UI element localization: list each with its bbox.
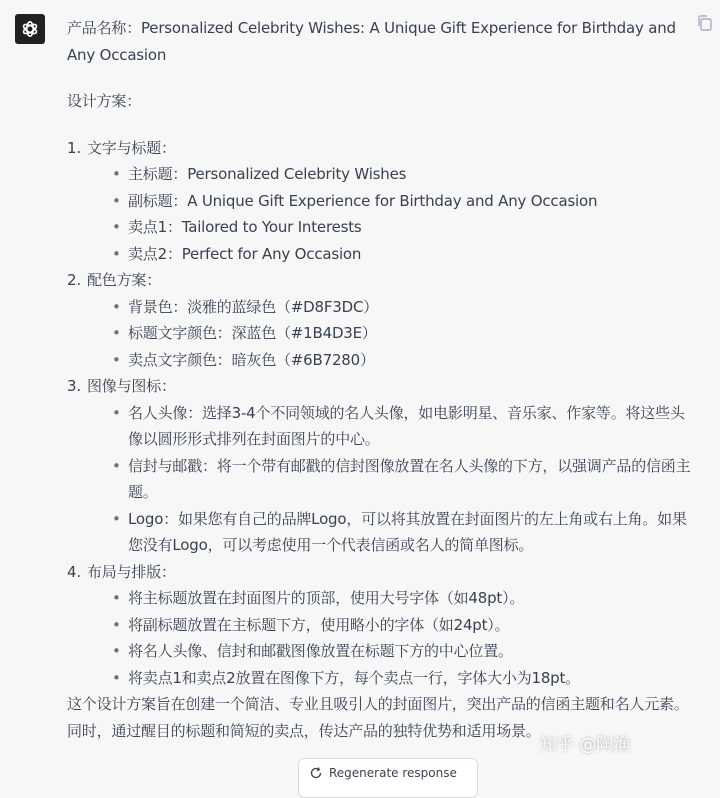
list-item-text: 信封与邮戳：将一个带有邮戳的信封图像放置在名人头像的下方，以强调产品的信函主题。 xyxy=(128,456,691,501)
list-item-text: 卖点2：Perfect for Any Occasion xyxy=(128,244,362,263)
list-item-text: 名人头像：选择3-4个不同领域的名人头像，如电影明星、音乐家、作家等。将这些头像以圆形形式排列在封面图片的中心。 xyxy=(128,403,685,448)
list-item-text: 主标题：Personalized Celebrity Wishes xyxy=(128,165,407,183)
regenerate-label: Regenerate response xyxy=(329,766,457,780)
list-item-text: 将卖点1和卖点2放置在图像下方，每个卖点一行，字体大小为18pt。 xyxy=(128,668,580,687)
watermark: 知乎 @陶渔 xyxy=(540,735,631,755)
bullet-icon: • xyxy=(112,350,121,369)
section-item xyxy=(67,373,697,559)
bullet-list xyxy=(87,400,697,559)
design-sections xyxy=(67,135,697,692)
section-number: 4. xyxy=(67,562,81,581)
list-item-text: Logo：如果您有自己的品牌Logo，可以将其放置在封面图片的左上角或右上角。如果您没有Logo，可以考虑使用一个代表信函或名人的简单图标。 xyxy=(128,509,687,554)
bullet-icon: • xyxy=(112,642,121,660)
list-item xyxy=(109,161,697,188)
bullet-icon: • xyxy=(112,615,121,634)
bullet-icon: • xyxy=(112,191,121,210)
list-item xyxy=(109,188,697,215)
bullet-icon: • xyxy=(112,589,121,607)
list-item xyxy=(109,241,697,268)
bullet-icon: • xyxy=(112,165,121,183)
list-item-text: 副标题：A Unique Gift Experience for Birthday and Any Occasion xyxy=(128,191,598,210)
bullet-icon: • xyxy=(112,244,121,263)
section-number: 1. xyxy=(67,138,81,157)
section-title: 文字与标题： xyxy=(87,138,176,157)
regenerate-button[interactable] xyxy=(298,758,478,798)
bullet-icon: • xyxy=(112,324,121,342)
section-title: 配色方案： xyxy=(87,271,162,289)
list-item xyxy=(109,214,697,241)
section-title: 布局与排版： xyxy=(87,562,176,581)
section-item xyxy=(67,135,697,268)
list-item-text: 将主标题放置在封面图片的顶部，使用大号字体（如48pt）。 xyxy=(128,589,525,607)
list-item xyxy=(109,400,697,453)
list-item-text: 卖点1：Tailored to Your Interests xyxy=(128,218,362,236)
bullet-icon: • xyxy=(112,509,121,528)
list-item xyxy=(109,638,697,665)
list-item-text: 将名人头像、信封和邮戳图像放置在标题下方的中心位置。 xyxy=(128,642,513,660)
bullet-icon: • xyxy=(112,456,121,475)
list-item xyxy=(109,612,697,639)
bullet-icon: • xyxy=(112,218,121,236)
bullet-list xyxy=(87,294,697,374)
bullet-list xyxy=(87,161,697,267)
summary-paragraph: 这个设计方案旨在创建一个简洁、专业且吸引人的封面图片，突出产品的信函主题和名人元素。同时，通过醒目的标题和简短的卖点，传达产品的独特优势和适用场景。 xyxy=(67,695,689,740)
list-item-text: 背景色：淡雅的蓝绿色（#D8F3DC） xyxy=(128,297,379,316)
list-item-text: 标题文字颜色：深蓝色（#1B4D3E） xyxy=(128,324,377,342)
openai-logo-icon xyxy=(20,19,40,39)
list-item-text: 卖点文字颜色：暗灰色（#6B7280） xyxy=(128,350,375,369)
list-item xyxy=(109,294,697,321)
bullet-icon: • xyxy=(112,668,121,687)
refresh-icon xyxy=(309,766,323,780)
section-item xyxy=(67,559,697,692)
section-number: 2. xyxy=(67,271,81,289)
assistant-avatar xyxy=(15,14,45,44)
list-item xyxy=(109,506,697,559)
bullet-icon: • xyxy=(112,403,121,422)
list-item xyxy=(109,453,697,506)
list-item xyxy=(109,320,697,347)
list-item-text: 将副标题放置在主标题下方，使用略小的字体（如24pt）。 xyxy=(128,615,510,634)
bullet-icon: • xyxy=(112,297,121,316)
copy-icon[interactable] xyxy=(696,14,714,32)
bullet-list xyxy=(87,585,697,691)
list-item xyxy=(109,347,697,374)
assistant-message xyxy=(67,15,697,744)
list-item xyxy=(109,585,697,612)
list-item xyxy=(109,665,697,692)
section-title: 图像与图标： xyxy=(87,377,176,395)
design-heading: 设计方案： xyxy=(67,92,142,110)
section-number: 3. xyxy=(67,377,81,395)
product-name: 产品名称：Personalized Celebrity Wishes: A Unique Gift Experience for Birthday and Any Occasion xyxy=(67,19,676,64)
section-item xyxy=(67,267,697,373)
